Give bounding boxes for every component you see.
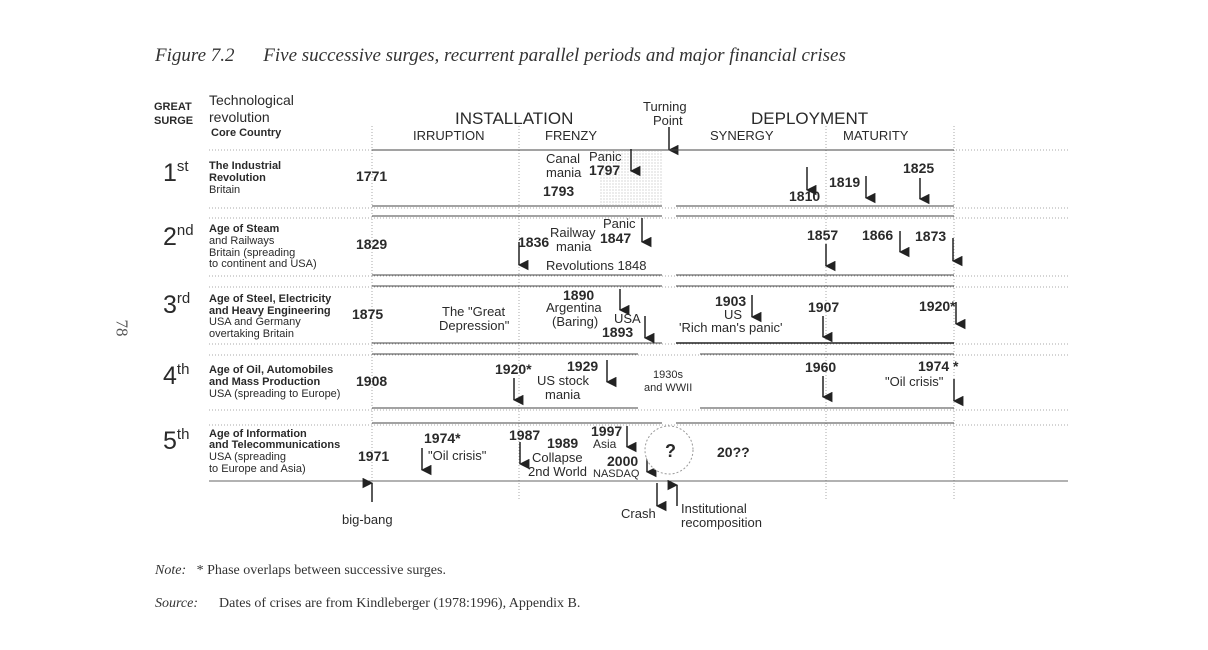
header-synergy: SYNERGY (710, 128, 774, 143)
tech-name: Age of Steel, Electricity (209, 293, 332, 305)
tech-name: Age of Information (209, 428, 307, 440)
note-text: * Phase overlaps between successive surges. (196, 563, 446, 578)
frenzy-label: (Baring) (552, 314, 599, 329)
note-label: Note: (155, 563, 187, 578)
deployment-year: 1920* (919, 298, 956, 314)
surge-number: 3rd (163, 290, 191, 319)
bottom-annotations (342, 483, 762, 530)
big-bang-label: big-bang (342, 512, 393, 527)
panic-year: 1893 (602, 324, 634, 340)
recomposition-label: recomposition (681, 515, 762, 530)
frenzy-label: mania (545, 387, 581, 402)
panic-year: 2000 (607, 453, 639, 469)
core-country: overtaking Britain (209, 328, 294, 340)
header-tech-2: revolution (209, 109, 270, 125)
tech-name: Age of Oil, Automobiles (209, 364, 334, 376)
irruption-label: "Oil crisis" (428, 448, 487, 463)
surge-number: 4th (163, 361, 190, 390)
header-maturity: MATURITY (843, 128, 909, 143)
frenzy-label: 2nd World (528, 464, 588, 479)
tech-name: and Telecommunications (209, 439, 341, 451)
start-year: 1771 (356, 168, 388, 184)
source-label: Source: (155, 596, 199, 611)
irruption-label: The "Great (442, 304, 506, 319)
start-year: 1908 (356, 373, 388, 389)
surge-row-1 (163, 149, 934, 204)
header-frenzy: FRENZY (545, 128, 597, 143)
panic-label: Asia (593, 437, 617, 451)
deployment-year: 1810 (789, 188, 821, 204)
tech-name: and Mass Production (209, 376, 321, 388)
core-country: to continent and USA) (209, 258, 317, 270)
diagram-header (154, 92, 909, 150)
figure-note (155, 563, 446, 579)
deployment-label: US (724, 307, 743, 322)
frenzy-year: 1836 (518, 234, 550, 250)
surge-number: 2nd (163, 222, 194, 251)
header-irruption: IRRUPTION (413, 128, 485, 143)
frenzy-year: 1987 (509, 427, 541, 443)
panic-year: 1847 (600, 230, 632, 246)
tech-name: The Industrial (209, 160, 282, 172)
header-tech-1: Technological (209, 92, 294, 108)
frenzy-label: Collapse (532, 450, 583, 465)
deployment-label: 'Rich man's panic' (679, 320, 783, 335)
start-year: 1971 (358, 448, 390, 464)
frenzy-label: mania (556, 239, 592, 254)
figure-label: Figure 7.2 (155, 45, 235, 66)
header-great: GREAT (154, 101, 192, 113)
surge-number: 1st (163, 158, 189, 187)
tech-name: Revolution (209, 172, 266, 184)
surge-row-2 (163, 216, 953, 273)
frenzy-label: mania (546, 165, 582, 180)
frenzy-year: 1929 (567, 358, 599, 374)
header-point: Point (653, 113, 683, 128)
core-country: to Europe and Asia) (209, 463, 306, 475)
crash-label: Crash (621, 506, 656, 521)
panic-label: NASDAQ (593, 468, 640, 480)
recomposition-label: Institutional (681, 501, 747, 516)
deployment-year: 1873 (915, 228, 947, 244)
header-installation: INSTALLATION (455, 109, 574, 128)
core-country: USA (spreading to Europe) (209, 388, 341, 400)
header-turning: Turning (643, 99, 687, 114)
tech-name: Age of Steam (209, 223, 280, 235)
core-country: Britain (spreading (209, 247, 296, 259)
deployment-year: 1866 (862, 227, 894, 243)
surge-row-3 (163, 287, 956, 340)
deployment-year: 1857 (807, 227, 839, 243)
deployment-label: "Oil crisis" (885, 374, 944, 389)
surge-row-5 (163, 423, 750, 480)
panic-label: Panic (589, 149, 622, 164)
core-country: and Railways (209, 235, 275, 247)
header-core-country: Core Country (211, 127, 282, 139)
core-country: USA and Germany (209, 316, 301, 328)
start-year: 1875 (352, 306, 384, 322)
panic-label: Panic (603, 216, 636, 231)
core-country: Britain (209, 184, 241, 196)
panic-label: USA (614, 311, 641, 326)
frenzy-label: Railway (550, 225, 596, 240)
irruption-label: Depression" (439, 318, 510, 333)
start-year: 1829 (356, 236, 388, 252)
turning-label: 1930s (653, 369, 683, 381)
frenzy-year: 1989 (547, 435, 579, 451)
deployment-year: 1907 (808, 299, 840, 315)
frenzy-label: Canal (546, 151, 580, 166)
deployment-year: 1974 * (918, 358, 959, 374)
page-number: 78 (112, 319, 132, 337)
turning-question: ? (665, 441, 676, 461)
core-country: USA (spreading (209, 451, 287, 463)
frenzy-label: Argentina (546, 300, 602, 315)
surge-row-4 (163, 358, 959, 402)
header-surge: SURGE (154, 115, 194, 127)
frenzy-year: 1890 (563, 287, 595, 303)
panic-year: 1997 (591, 423, 623, 439)
deployment-year: 1825 (903, 160, 935, 176)
header-deployment: DEPLOYMENT (751, 109, 869, 128)
panic-year: 1797 (589, 162, 621, 178)
deployment-year: 1819 (829, 174, 861, 190)
deployment-year: 1903 (715, 293, 747, 309)
figure-source (155, 596, 580, 612)
irruption-year: 1920* (495, 361, 532, 377)
source-text: Dates of crises are from Kindleberger (1978:1996), Appendix B. (219, 596, 581, 611)
deployment-year: 1960 (805, 359, 837, 375)
irruption-year: 1974* (424, 430, 461, 446)
surge-number: 5th (163, 426, 190, 455)
figure-title: Five successive surges, recurrent parallel periods and major financial crises (263, 45, 846, 66)
deployment-year: 20?? (717, 444, 750, 460)
row-note: Revolutions 1848 (546, 258, 647, 273)
turning-label: and WWII (644, 382, 693, 394)
frenzy-label: US stock (537, 373, 590, 388)
frenzy-year: 1793 (543, 183, 575, 199)
tech-name: and Heavy Engineering (209, 305, 331, 317)
